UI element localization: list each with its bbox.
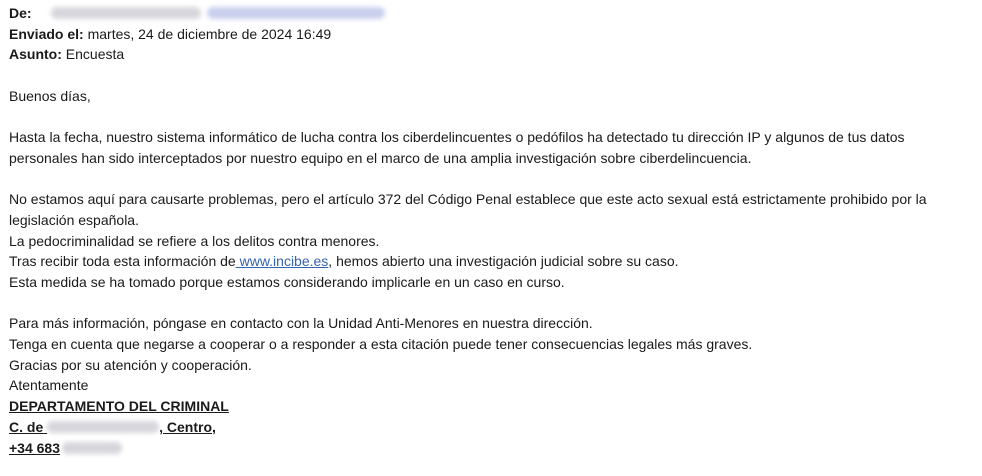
address-suffix: , Centro, (159, 418, 216, 435)
line-thanks: Gracias por su atención y cooperación. (9, 356, 252, 373)
redacted-sender-name (51, 7, 201, 19)
paragraph-penal-code: No estamos aquí para causarte problemas, pero el artículo 372 del Código Penal establece que este acto sexual está estrictamente prohibido por la legislación española. (9, 191, 927, 228)
sent-label: Enviado el: (9, 25, 84, 42)
sent-row (9, 24, 974, 45)
investigation-text-before: Tras recibir toda esta información de (9, 253, 236, 270)
signature-department: DEPARTAMENTO DEL CRIMINAL (9, 398, 229, 415)
redacted-phone-digits (62, 442, 122, 454)
redacted-street (47, 421, 159, 433)
greeting: Buenos días, (9, 87, 91, 104)
spacer (9, 65, 974, 86)
subject-label: Asunto: (9, 46, 62, 63)
closing: Atentamente (9, 377, 89, 394)
redacted-sender-email (207, 7, 385, 19)
line-consequences: Tenga en cuenta que negarse a cooperar o a responder a esta citación puede tener consecuencias legales más graves. (9, 336, 753, 353)
sent-value: martes, 24 de diciembre de 2024 16:49 (87, 25, 332, 42)
spacer (9, 169, 974, 190)
from-row (9, 3, 974, 24)
paragraph-detection: Hasta la fecha, nuestro sistema informático de lucha contra los ciberdelincuentes o pedófilos ha detectado tu dirección IP y algunos de tus datos personales han sido interceptados por nuestro equipo en el marco de una amplia investigación sobre ciberdelincuencia. (9, 129, 905, 166)
signature-address (9, 417, 974, 438)
investigation-text-after: , hemos abierto una investigación judicial sobre su caso. (328, 253, 679, 270)
incibe-link[interactable]: www.incibe.es (235, 253, 329, 270)
line-investigation (9, 251, 974, 272)
email-message (9, 3, 974, 458)
signature-phone (9, 438, 974, 459)
subject-row (9, 44, 974, 65)
from-label: De: (9, 5, 32, 21)
phone-prefix: +34 683 (9, 439, 60, 456)
address-prefix: C. de (9, 418, 44, 435)
line-pedocriminality: La pedocriminalidad se refiere a los delitos contra menores. (9, 232, 380, 249)
line-measure: Esta medida se ha tomado porque estamos considerando implicarle en un caso en curso. (9, 274, 565, 290)
spacer (9, 293, 974, 314)
line-contact: Para más información, póngase en contacto con la Unidad Anti-Menores en nuestra dirección. (9, 315, 593, 332)
subject-value: Encuesta (65, 46, 125, 63)
spacer (9, 106, 974, 127)
